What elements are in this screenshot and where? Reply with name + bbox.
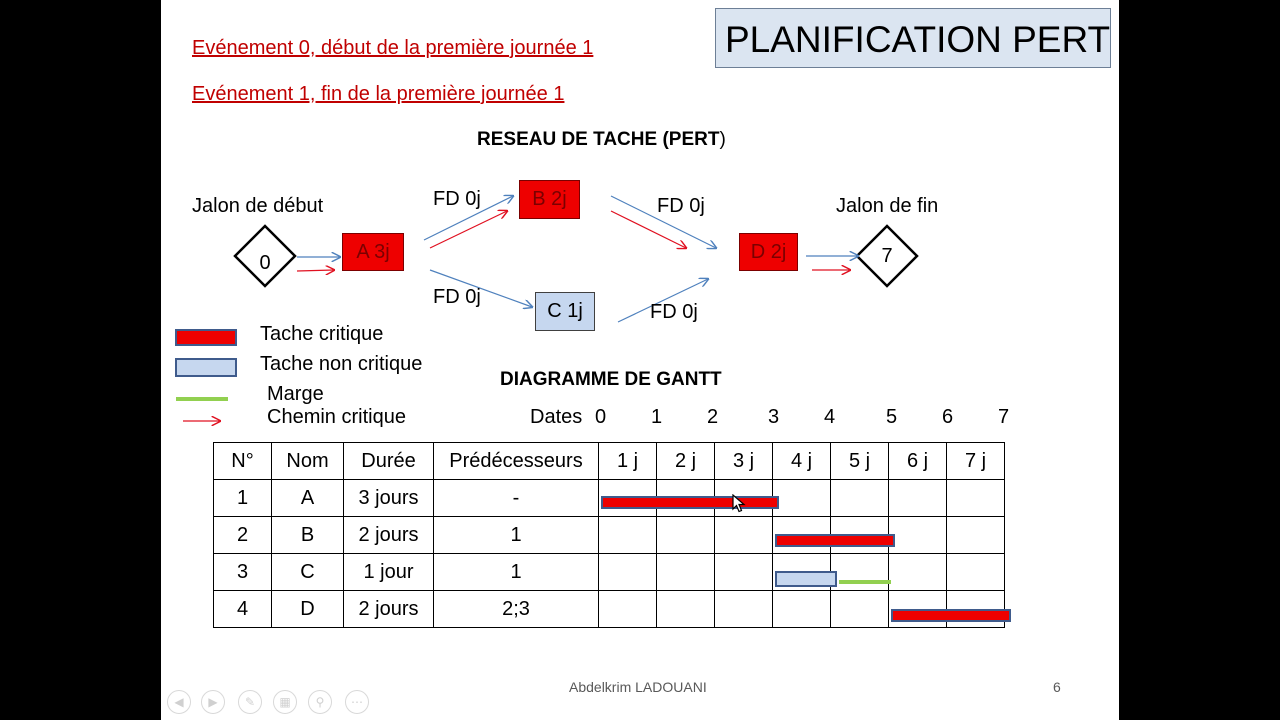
col-header-num: N° <box>214 443 272 480</box>
date-tick-label: 0 <box>595 406 607 428</box>
day-header: 2 j <box>657 443 715 480</box>
date-tick-label: 6 <box>942 406 954 428</box>
table-row <box>214 591 1005 628</box>
critical-arrow-a-b <box>430 211 507 248</box>
footer-page-number: 6 <box>1053 679 1061 695</box>
noncritical-task-bar <box>775 571 837 587</box>
row-predecessors: 2;3 <box>434 591 599 628</box>
row-predecessors: 1 <box>434 554 599 591</box>
col-header-name: Nom <box>272 443 344 480</box>
slides-grid-icon[interactable]: ▦ <box>273 690 297 714</box>
date-tick-label: 7 <box>998 406 1010 428</box>
footer-author: Abdelkrim LADOUANI <box>569 679 707 695</box>
task-d-box: D 2j <box>739 233 798 271</box>
critical-task-bar <box>601 496 779 509</box>
row-predecessors: - <box>434 480 599 517</box>
next-slide-icon[interactable]: ▶ <box>201 690 225 714</box>
row-num: 4 <box>214 591 272 628</box>
event0-link[interactable]: Evénement 0, début de la première journée 1 <box>192 37 594 59</box>
row-duration: 1 jour <box>344 554 434 591</box>
col-header-duration: Durée <box>344 443 434 480</box>
float-label-b-d: FD 0j <box>657 195 705 217</box>
network-heading: RESEAU DE TACHE (PERT) <box>477 129 726 150</box>
task-a-box: A 3j <box>342 233 404 271</box>
task-c-box: C 1j <box>535 292 595 331</box>
more-options-icon[interactable]: ⋯ <box>345 690 369 714</box>
table-row <box>214 554 1005 591</box>
day-header: 3 j <box>715 443 773 480</box>
prev-slide-icon[interactable]: ◀ <box>167 690 191 714</box>
day-header: 5 j <box>831 443 889 480</box>
col-header-predecessors: Prédécesseurs <box>434 443 599 480</box>
zoom-icon[interactable]: ⚲ <box>308 690 332 714</box>
dates-label: Dates <box>530 406 583 428</box>
day-header: 1 j <box>599 443 657 480</box>
float-label-c-d: FD 0j <box>650 301 698 323</box>
day-header: 7 j <box>947 443 1005 480</box>
float-label-a-c: FD 0j <box>433 286 481 308</box>
end-milestone-value: 7 <box>881 245 893 267</box>
row-num: 2 <box>214 517 272 554</box>
row-name: A <box>272 480 344 517</box>
legend-margin-label: Marge <box>267 383 324 405</box>
start-milestone-label: Jalon de début <box>192 195 324 217</box>
critical-arrow-start-a <box>297 270 334 271</box>
day-header: 4 j <box>773 443 831 480</box>
start-milestone-value: 0 <box>259 252 271 274</box>
date-tick-label: 2 <box>707 406 719 428</box>
row-name: D <box>272 591 344 628</box>
task-b-box: B 2j <box>519 180 580 219</box>
gantt-heading: DIAGRAMME DE GANTT <box>500 369 722 390</box>
legend-critical-path-label: Chemin critique <box>267 406 406 428</box>
date-tick-label: 4 <box>824 406 836 428</box>
legend-noncritical-swatch <box>176 359 236 376</box>
float-label-a-b: FD 0j <box>433 188 481 210</box>
margin-bar <box>839 580 891 584</box>
end-milestone-label: Jalon de fin <box>836 195 939 217</box>
legend-critical-label: Tache critique <box>260 323 384 345</box>
legend-noncritical-label: Tache non critique <box>260 353 423 375</box>
date-tick-label: 1 <box>651 406 663 428</box>
row-name: C <box>272 554 344 591</box>
mouse-cursor-icon <box>732 494 746 514</box>
critical-task-bar <box>891 609 1011 622</box>
row-duration: 2 jours <box>344 591 434 628</box>
pen-icon[interactable]: ✎ <box>238 690 262 714</box>
row-duration: 3 jours <box>344 480 434 517</box>
row-duration: 2 jours <box>344 517 434 554</box>
legend-critical-swatch <box>176 330 236 345</box>
slide-title: PLANIFICATION PERT <box>725 19 1111 60</box>
row-name: B <box>272 517 344 554</box>
gantt-header-row <box>214 443 1005 480</box>
row-predecessors: 1 <box>434 517 599 554</box>
date-tick-label: 5 <box>886 406 898 428</box>
row-num: 3 <box>214 554 272 591</box>
event1-link[interactable]: Evénement 1, fin de la première journée 1 <box>192 83 565 105</box>
date-tick-label: 3 <box>768 406 780 428</box>
day-header: 6 j <box>889 443 947 480</box>
row-num: 1 <box>214 480 272 517</box>
critical-task-bar <box>775 534 895 547</box>
